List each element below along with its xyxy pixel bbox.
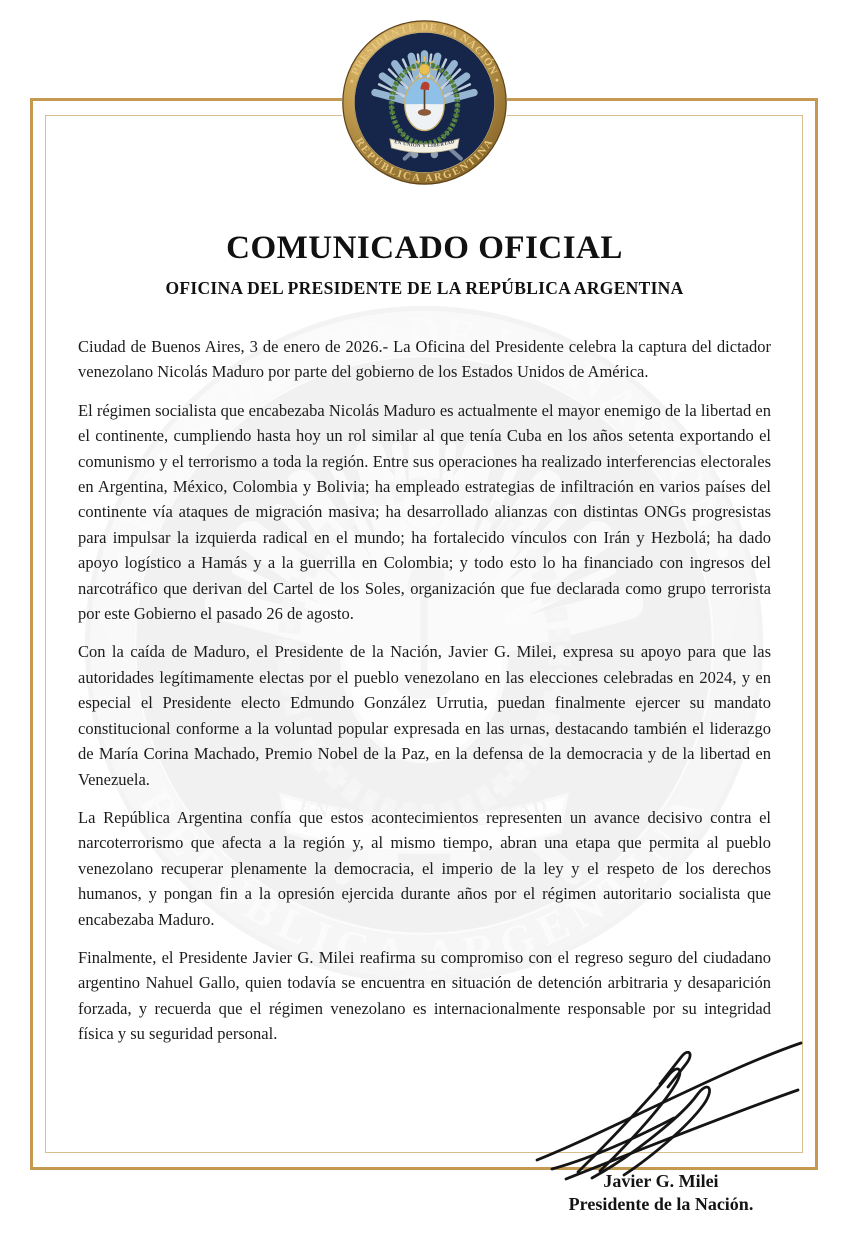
paragraph-final: Finalmente, el Presidente Javier G. Milei reafirma su compromiso con el regreso seguro del ciudadano argentino Nahuel Gallo, quien todavía se encuentra en situación de detención arbitraria y desaparición forzada, y recuerda que el régimen venezolano es internacionalmente responsable por su integridad física y su seguridad personal. [78,947,771,1044]
seal-banner-text: EN UNIÓN Y LIBERTAD [393,139,456,150]
presidential-seal [342,20,507,185]
signatory-role: Presidente de la Nación. [568,1193,754,1214]
seal-top-text: • PRESIDENTE DE LA NACIÓN • [346,21,503,85]
seal-shield [405,78,445,131]
seal-bottom-text: REPÚBLICA ARGENTINA [352,135,497,185]
signature-area [78,1060,771,1238]
signatory-name: Javier G. Milei [603,1170,719,1191]
seal-clasped-hands [418,109,431,116]
document-title: COMUNICADO OFICIAL [226,230,623,266]
document-subtitle: OFICINA DEL PRESIDENTE DE LA REPÚBLICA ARGENTINA [165,278,684,298]
paragraph-dateline: Ciudad de Buenos Aires, 3 de enero de 2026.- La Oficina del Presidente celebra la captura del dictador venezolano Nicolás Maduro por parte del gobierno de los Estados Unidos de América. [78,337,771,382]
signature-scrawl [482,1038,804,1184]
signature-name-block [533,1170,789,1216]
paragraph-regime: El régimen socialista que encabezaba Nicolás Maduro es actualmente el mayor enemigo de la libertad en el continente, cumpliendo hasta hoy un rol similar al que tenía Cuba en los años setenta exportando el comunismo y el terrorismo a toda la región. Entre sus operaciones ha realizado interferencias electorales en Argentina, México, Colombia y Bolivia; ha empleado estrategias de infiltración en varios países del continente vía ataques de migración masiva; ha desarrollado alianzas con distintas ONGs progresistas para impulsar la izquierda radical en el mundo; ha fortalecido vínculos con Irán y Hezbolá; ha dado apoyo logístico a Hamás y a la guerrilla en Colombia; y todo esto lo ha financiado con ingresos del narcotráfico que derivan del Cartel de los Soles, organización que fue declarada como grupo terrorista por este Gobierno el pasado 26 de agosto. [78,400,771,624]
paragraph-confidence: La República Argentina confía que estos acontecimientos representen un avance decisivo contra el narcoterrorismo que afecta a la región y, al mismo tiempo, abran una etapa que permita al pueblo venezolano recuperar plenamente la democracia, el imperio de la ley y el respeto de los derechos humanos, y pongan fin a la opresión ejercida durante años por el régimen autoritario socialista que encabezaba Maduro. [78,807,771,929]
document-content [78,230,771,1238]
paragraph-support: Con la caída de Maduro, el Presidente de la Nación, Javier G. Milei, expresa su apoyo para que las autoridades legítimamente electas por el pueblo venezolano en las elecciones celebradas en 2024, y en especial el Presidente electo Edmundo González Urrutia, puedan finalmente ejercer su mandato constitucional conforme a la voluntad popular expresada en las urnas, destacando también el liderazgo de María Corina Machado, Premio Nobel de la Paz, en la defensa de la democracia y de la libertad en Venezuela. [78,642,771,789]
